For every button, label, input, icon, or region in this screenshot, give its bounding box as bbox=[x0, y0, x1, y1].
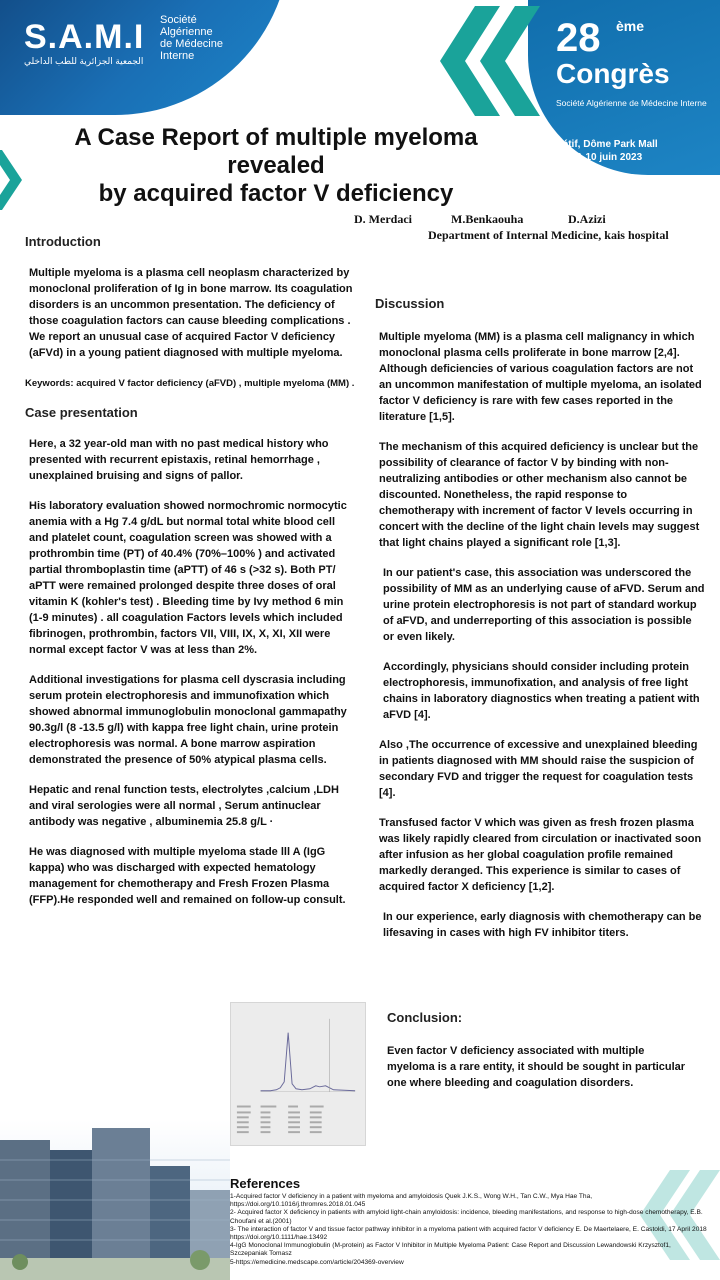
reference-item: 3- The interaction of factor V and tissue factor pathway inhibitor in a myeloma patient with acquired factor V deficiency E. De Maertelaere, E. Castoldi, 17 April 2018 https://doi.org/10.1111/hae.13492 bbox=[230, 1225, 707, 1242]
poster-title: A Case Report of multiple myeloma revealed by acquired factor V deficiency bbox=[74, 124, 478, 207]
conclusion-body: Even factor V deficiency associated with multiple myeloma is a rare entity, it should be sought in particular one where bleeding and coagulation disorders. bbox=[387, 1045, 686, 1089]
discussion-paragraph: In our patient's case, this association was underscored the possibility of MM as an underlying cause of aFVD. Serum and urine protein electrophoresis is not part of standard workup of aFVD, and underreporting of this association is possible or even likely. bbox=[383, 567, 705, 643]
case-paragraph: He was diagnosed with multiple myeloma stade lll A (IgG kappa) who was discharged with expected hematology management for chemotherapy and Fresh Frozen Plasma (FFP).He responded well and remained on follow-up consult. bbox=[29, 846, 346, 906]
logo-arabic: الجمعية الجزائرية للطب الداخلي bbox=[24, 56, 144, 66]
discussion-paragraph: Although deficiencies of various coagulation factors are not an uncommon manifestation of multiple myeloma, an isolated factor V deficiency is rare with few cases reported in the literature [1,5]. bbox=[379, 363, 702, 423]
reference-item: 1-Acquired factor V deficiency in a patient with myeloma and amyloidosis Quek J.K.S., Wong W.H., Tan C.W., Mya Hae Tha, https://doi.org/10.1016/j.thromres.2018.01.045 bbox=[230, 1193, 593, 1209]
case-heading: Case presentation bbox=[25, 405, 138, 420]
author: M.Benkaouha bbox=[451, 212, 524, 226]
conclusion-heading: Conclusion: bbox=[387, 1010, 463, 1025]
case-paragraph: His laboratory evaluation showed normochromic normocytic anemia with a Hg 7.4 g/dL but normal total white blood cell and platelet count, coagulation screen was showed with a prothrombin time (PT) of 40.4% (70%–100% ) and activated partial thromboplastin time (aPTT) of 46 s (>32 s). Both PT/ aPTT were remained prolonged despite three doses of oral vitamin K (kohler's test) . Bleeding time by Ivy method 6 min (1-9 minutes) . all coagulation Factors levels which included fibrinogen, prothrombin, factors VII, VIII, IX, X, XI, XII were normal except factor V was at less than 2%. bbox=[29, 500, 347, 656]
congress-sup: ème bbox=[616, 18, 645, 34]
sami-logo bbox=[24, 14, 244, 74]
logo-main: S.A.M.I bbox=[24, 18, 145, 56]
discussion-paragraph: The mechanism of this acquired deficiency is unclear but the possibility of clearance of factor V by binding with non-neutralizing antibodies or other mechanism also cannot be discounted. Nonetheless, the rapid response to chemotherapy with increment of factor V levels occurring in concert with the decline of the light chain levels may suggest that light chains played a significant role [1,3]. bbox=[379, 441, 700, 549]
conclusion bbox=[387, 1010, 687, 1091]
reference-item: 5-https://emedicine.medscape.com/article/204369-overview bbox=[230, 1258, 404, 1266]
references bbox=[230, 1176, 710, 1267]
introduction-body: Multiple myeloma is a plasma cell neoplasm characterized by monoclonal proliferation of Ig in bone marrow. Its coagulation disorders is an uncommon presentation. The deficiency of those coagulation factors can cause bleeding complications . We report an unusual case of acquired Factor V deficiency (aFVd) in a young patient diagnosed with multiple myeloma. bbox=[29, 267, 353, 359]
case-paragraph: Hepatic and renal function tests, electrolytes ,calcium ,LDH and viral serologies were all normal , Serum antinuclear antibody was negative , albuminemia 25.8 g/L · bbox=[29, 784, 339, 828]
discussion-heading: Discussion bbox=[375, 296, 445, 311]
discussion-paragraph: In our experience, early diagnosis with chemotherapy can be lifesaving in cases with high FV inhibitor titers. bbox=[383, 911, 702, 939]
congress-society: Société Algérienne de Médecine Interne bbox=[556, 98, 707, 108]
logo-sub: Société Algérienne de Médecine Interne bbox=[160, 14, 223, 62]
introduction-heading: Introduction bbox=[25, 234, 101, 249]
author: D.Azizi bbox=[568, 212, 606, 226]
discussion-paragraph: Also ,The occurrence of excessive and unexplained bleeding in patients diagnosed with MM should raise the suspicion of secondary FVD and trigger the request for coagulation tests [4]. bbox=[379, 739, 698, 799]
author: D. Merdaci bbox=[354, 212, 412, 226]
case-paragraph: Here, a 32 year-old man with no past medical history who presented with recurrent epistaxis, retinal hemorrhage , unexplained bruising and signs of pallor. bbox=[29, 438, 329, 482]
congress-place: Sétif, Dôme Park Mall 8, 9 & 10 juin 2023 bbox=[556, 139, 658, 163]
right-column bbox=[375, 296, 705, 941]
department: Department of Internal Medicine, kais hospital bbox=[428, 228, 669, 242]
authors bbox=[354, 212, 606, 227]
case-paragraph: Additional investigations for plasma cell dyscrasia including serum protein electrophoresis and immunofixation which showed abnormal immunoglobulin monoclonal gammapathy 90.3g/l (8 -13.5 g/l) with kappa free light chain, urine protein electrophoresis was normal. A bone marrow aspiration demonstrated the presence of 50% atypical plasma cells. bbox=[29, 674, 347, 766]
discussion-paragraph: Accordingly, physicians should consider including protein electrophoresis, immunofixation, and analysis of free light chains in laboratory diagnostics when treating a patient with aFVD [4]. bbox=[383, 661, 700, 721]
congress-number: 28 bbox=[556, 16, 601, 60]
discussion-paragraph: Multiple myeloma (MM) is a plasma cell malignancy in which monoclonal plasma cells proliferate in bone marrow [2,4]. bbox=[379, 331, 695, 359]
hospital-building-photo bbox=[0, 1120, 230, 1280]
keywords: Keywords: acquired V factor deficiency (aFVD) , multiple myeloma (MM) . bbox=[25, 378, 355, 389]
congress-word: Congrès bbox=[556, 58, 670, 89]
electrophoresis-graph bbox=[231, 1003, 365, 1145]
references-heading: References bbox=[230, 1176, 301, 1191]
left-column bbox=[25, 234, 357, 908]
electrophoresis-photo bbox=[230, 1002, 366, 1146]
reference-item: 4-IgG Monoclonal Immunoglobulin (M-protein) as Factor V Inhibitor in Multiple Myeloma Patient: Case Report and Discussion Lewandowski Krzysztof1, Szczepaniak Tomasz bbox=[230, 1242, 671, 1258]
reference-item: 2- Acquired factor X deficiency in patients with amyloid light-chain amyloidosis: incidence, bleeding manifestations, and response to high-dose chemotherapy, E.B. Choufani et al.(2001) bbox=[230, 1209, 703, 1225]
discussion-paragraph: Transfused factor V which was given as fresh frozen plasma was likely rapidly cleared from circulation or inactivated soon after infusion as her global coagulation profile remained markedly deranged. This experience is similar to cases of acquired factor X deficiency [1,2]. bbox=[379, 817, 702, 893]
chevrons-icon bbox=[420, 6, 540, 116]
